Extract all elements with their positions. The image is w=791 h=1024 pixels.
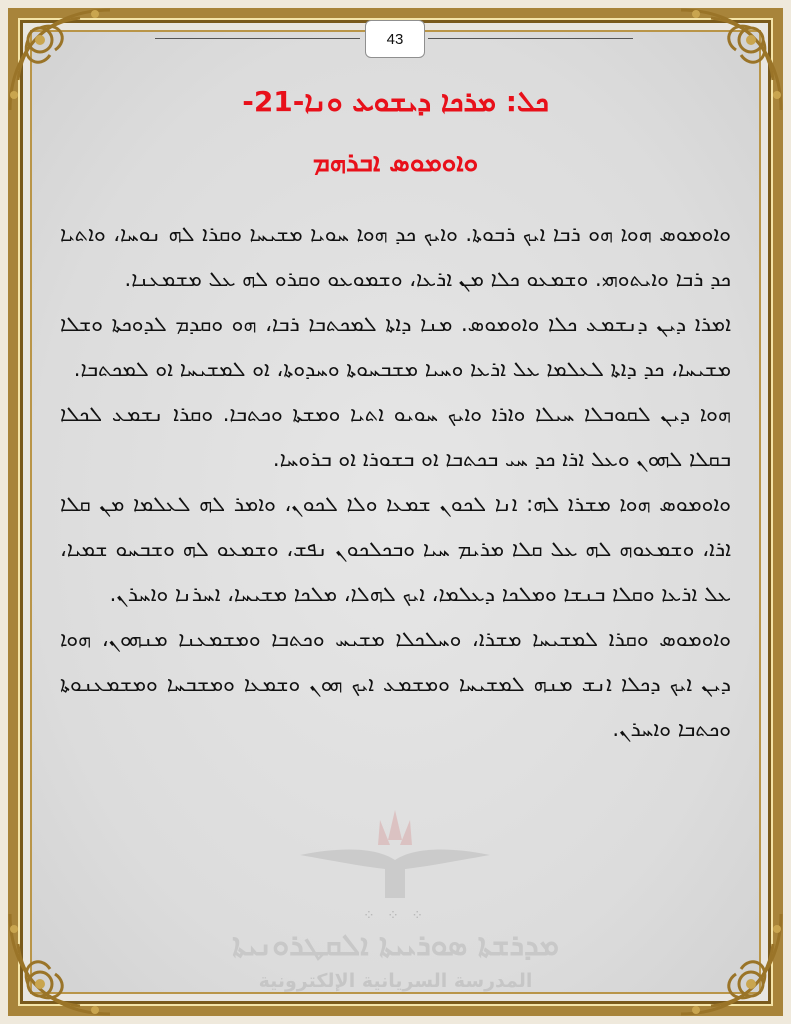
body-paragraph: ܗܘܐ ܕܝܢ ܠܩܘܒܠܐ ܚܝܠܐ ܘܐܪܐ ܘܐܝܟ ܚܘܝܘ ܐܬܝܐ ܘܡܫܬܐ ܘܟܬܒܐ. ܘܩܪܐ ܢܫܡܥ ܠܟܠܐ ܒܩܠܐ ܠܗܘܢ ܘܥܠ ܐܪܐ ܟܕ ܚܝ ܒܟܬܒܐ ܐܘ ܒܫܘܪܐ ܐܘ ܒܪܘܚܐ. (60, 402, 731, 471)
header-rule-right (428, 38, 633, 39)
school-logo-watermark-icon (290, 800, 500, 910)
body-paragraph: ܘܐܘܡܘܣ ܗܘܐ ܡܫܪܐ ܠܗ: ܐܢܐ ܠܟܘܢ ܫܡܥܐ ܘܠܐ ܠܟܘܢ، ܘܐܡܪ ܠܗ ܠܥܠܡܐ ܡܢ ܩܠܐ ܐܪܐ، ܘܫܡܥܘܗ ܠܗ ܥܠ ܩܠܐ ܡܪܝܡ ܚܝܐ ܘܒܟܠܟܘܢ ܢܦܫ، ܘܫܡܥܘ ܠܗ ܘܫܒܚܘ ܫܡܝܐ، ܥܠ ܐܪܥܐ ܘܩܠܐ ܒܢܫܐ ܘܡܠܟܐ ܕܥܠܡܐ، ܐܝܟ ܠܗܠܐ، ܡܠܟܐ ܡܫܝܚܐ، ܐܚܪܢܐ ܘܐܚܪܢ. (60, 492, 731, 606)
lesson-subtitle: ܘܐܘܡܘܣ ܐܒܪܗܡ (312, 148, 479, 178)
header-rule-left (155, 38, 360, 39)
watermark-school-name-arabic: المدرسة السريانية الإلكترونية (258, 970, 533, 992)
body-paragraph: ܘܐܘܡܘܣ ܘܩܪܐ ܠܡܫܝܚܐ ܡܫܪܐ، ܘܚܠܟܠܐ ܡܫܝܚ ܘܟܬܒܐ ܘܡܫܡܥܢܐ ܡܢܗܘܢ، ܗܘܐ ܕܝܢ ܐܝܟ ܕܟܠܐ ܐܢܫ ܡܢܗ ܠܡܫܝܚܐ ܘܡܫܡܥ ܐܝܟ ܗܘܢ ܘܫܡܥܐ ܘܡܫܒܚܐ ܘܡܫܡܥܢܘܬܐ ܘܟܬܒܐ ܘܐܚܪܢ. (60, 627, 731, 741)
page-number: 43 (365, 20, 425, 58)
body-paragraph: ܘܐܘܡܘܣ ܗܘܐ ܗܘ ܪܒܐ ܐܝܟ ܪܒܘܬܐ. ܘܐܝܟ ܟܕ ܗܘܐ ܚܘܝܐ ܡܫܝܚܐ ܘܩܪܐ ܠܗ ܢܘܚܐ، ܘܐܬܝܐ ܟܕ ܪܒܐ ܘܐܝܬܘܗܝ. ܘܫܡܥܘ ܟܠܐ ܡܢ ܐܪܥܐ، ܘܫܡܘܥܘ ܘܩܪܘ ܠܗ ܥܠ ܡܫܡܥܢܐ. (60, 222, 731, 291)
body-paragraph: ܐܡܪܐ ܕܝܢ ܕܢܫܡܥ ܟܠܐ ܘܐܘܡܘܣ. ܡܢܐ ܕܐܬܐ ܠܡܟܬܒܐ ܪܒܐ، ܗܘ ܘܩܕܡ ܠܕܘܟܬܐ ܘܫܠܐ ܡܫܝܚܐ، ܟܕ ܕܐܬܐ ܠܥܠܡܐ ܥܠ ܐܪܥܐ ܘܚܝܐ ܡܫܒܚܘܬܐ ܘܚܕܘܬܐ، ܐܘ ܠܡܫܝܚܐ ܐܘ ܠܡܟܬܒܐ. (60, 312, 731, 381)
lesson-body (60, 212, 731, 752)
watermark-school-name-syriac: ܡܕܪܫܬܐ ܣܘܪܝܝܬܐ ܐܠܩܛܪܘܢܝܬܐ (232, 928, 559, 963)
lesson-title: ܟܠ: ܡܪܟܐ ܕܝܫܘܥ ܘܢܐ-21- (242, 85, 549, 118)
watermark-dots: ⁘ ⁘ ⁘ (362, 908, 428, 924)
